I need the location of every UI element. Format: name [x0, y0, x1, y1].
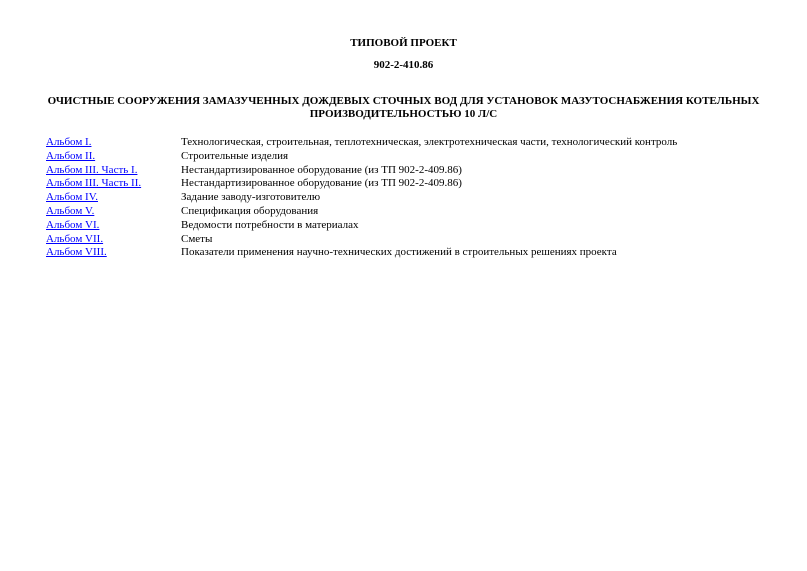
- album-description-3: Нестандартизированное оборудование (из ТП 902-2-409.86): [181, 163, 462, 176]
- album-row-3: [46, 164, 776, 178]
- album-link-9[interactable]: Альбом VIII.: [46, 246, 107, 259]
- project-title-heading: ОЧИСТНЫЕ СООРУЖЕНИЯ ЗАМАЗУЧЕННЫХ ДОЖДЕВЫХ СТОЧНЫХ ВОД ДЛЯ УСТАНОВОК МАЗУТОСНАБЖЕНИЯ КОТЕЛЬНЫХ ПРОИЗВОДИТЕЛЬНОСТЬЮ 10 Л/С: [47, 95, 760, 120]
- album-link-5[interactable]: Альбом IV.: [46, 191, 98, 204]
- album-link-7[interactable]: Альбом VI.: [46, 218, 100, 231]
- album-link-4[interactable]: Альбом III. Часть II.: [46, 177, 142, 190]
- album-link-2[interactable]: Альбом II.: [46, 149, 96, 162]
- album-row-4: [46, 177, 776, 191]
- album-link-3[interactable]: Альбом III. Часть I.: [46, 163, 138, 176]
- album-row-6: [46, 205, 776, 219]
- album-description-1: Технологическая, строительная, теплотехническая, электротехническая части, технологический контроль: [181, 136, 678, 148]
- album-description-8: Сметы: [181, 232, 213, 245]
- album-description-2: Строительные изделия: [181, 149, 289, 162]
- album-row-8: [46, 233, 776, 247]
- album-row-7: [46, 219, 776, 233]
- album-row-2: [46, 150, 776, 164]
- project-code-heading: 902-2-410.86: [373, 59, 434, 71]
- album-row-5: [46, 191, 776, 205]
- album-link-8[interactable]: Альбом VII.: [46, 232, 104, 245]
- album-link-6[interactable]: Альбом V.: [46, 204, 95, 217]
- project-type-heading: ТИПОВОЙ ПРОЕКТ: [350, 37, 457, 49]
- album-description-6: Спецификация оборудования: [181, 204, 319, 217]
- album-description-9: Показатели применения научно-технических достижений в строительных решениях проекта: [181, 246, 617, 259]
- album-list: [46, 136, 776, 260]
- album-description-7: Ведомости потребности в материалах: [181, 218, 359, 231]
- album-row-1: [46, 136, 776, 150]
- album-description-4: Нестандартизированное оборудование (из ТП 902-2-409.86): [181, 177, 462, 190]
- album-description-5: Задание заводу-изготовителю: [181, 191, 321, 204]
- album-link-1[interactable]: Альбом I.: [46, 136, 92, 148]
- album-row-9: [46, 246, 776, 260]
